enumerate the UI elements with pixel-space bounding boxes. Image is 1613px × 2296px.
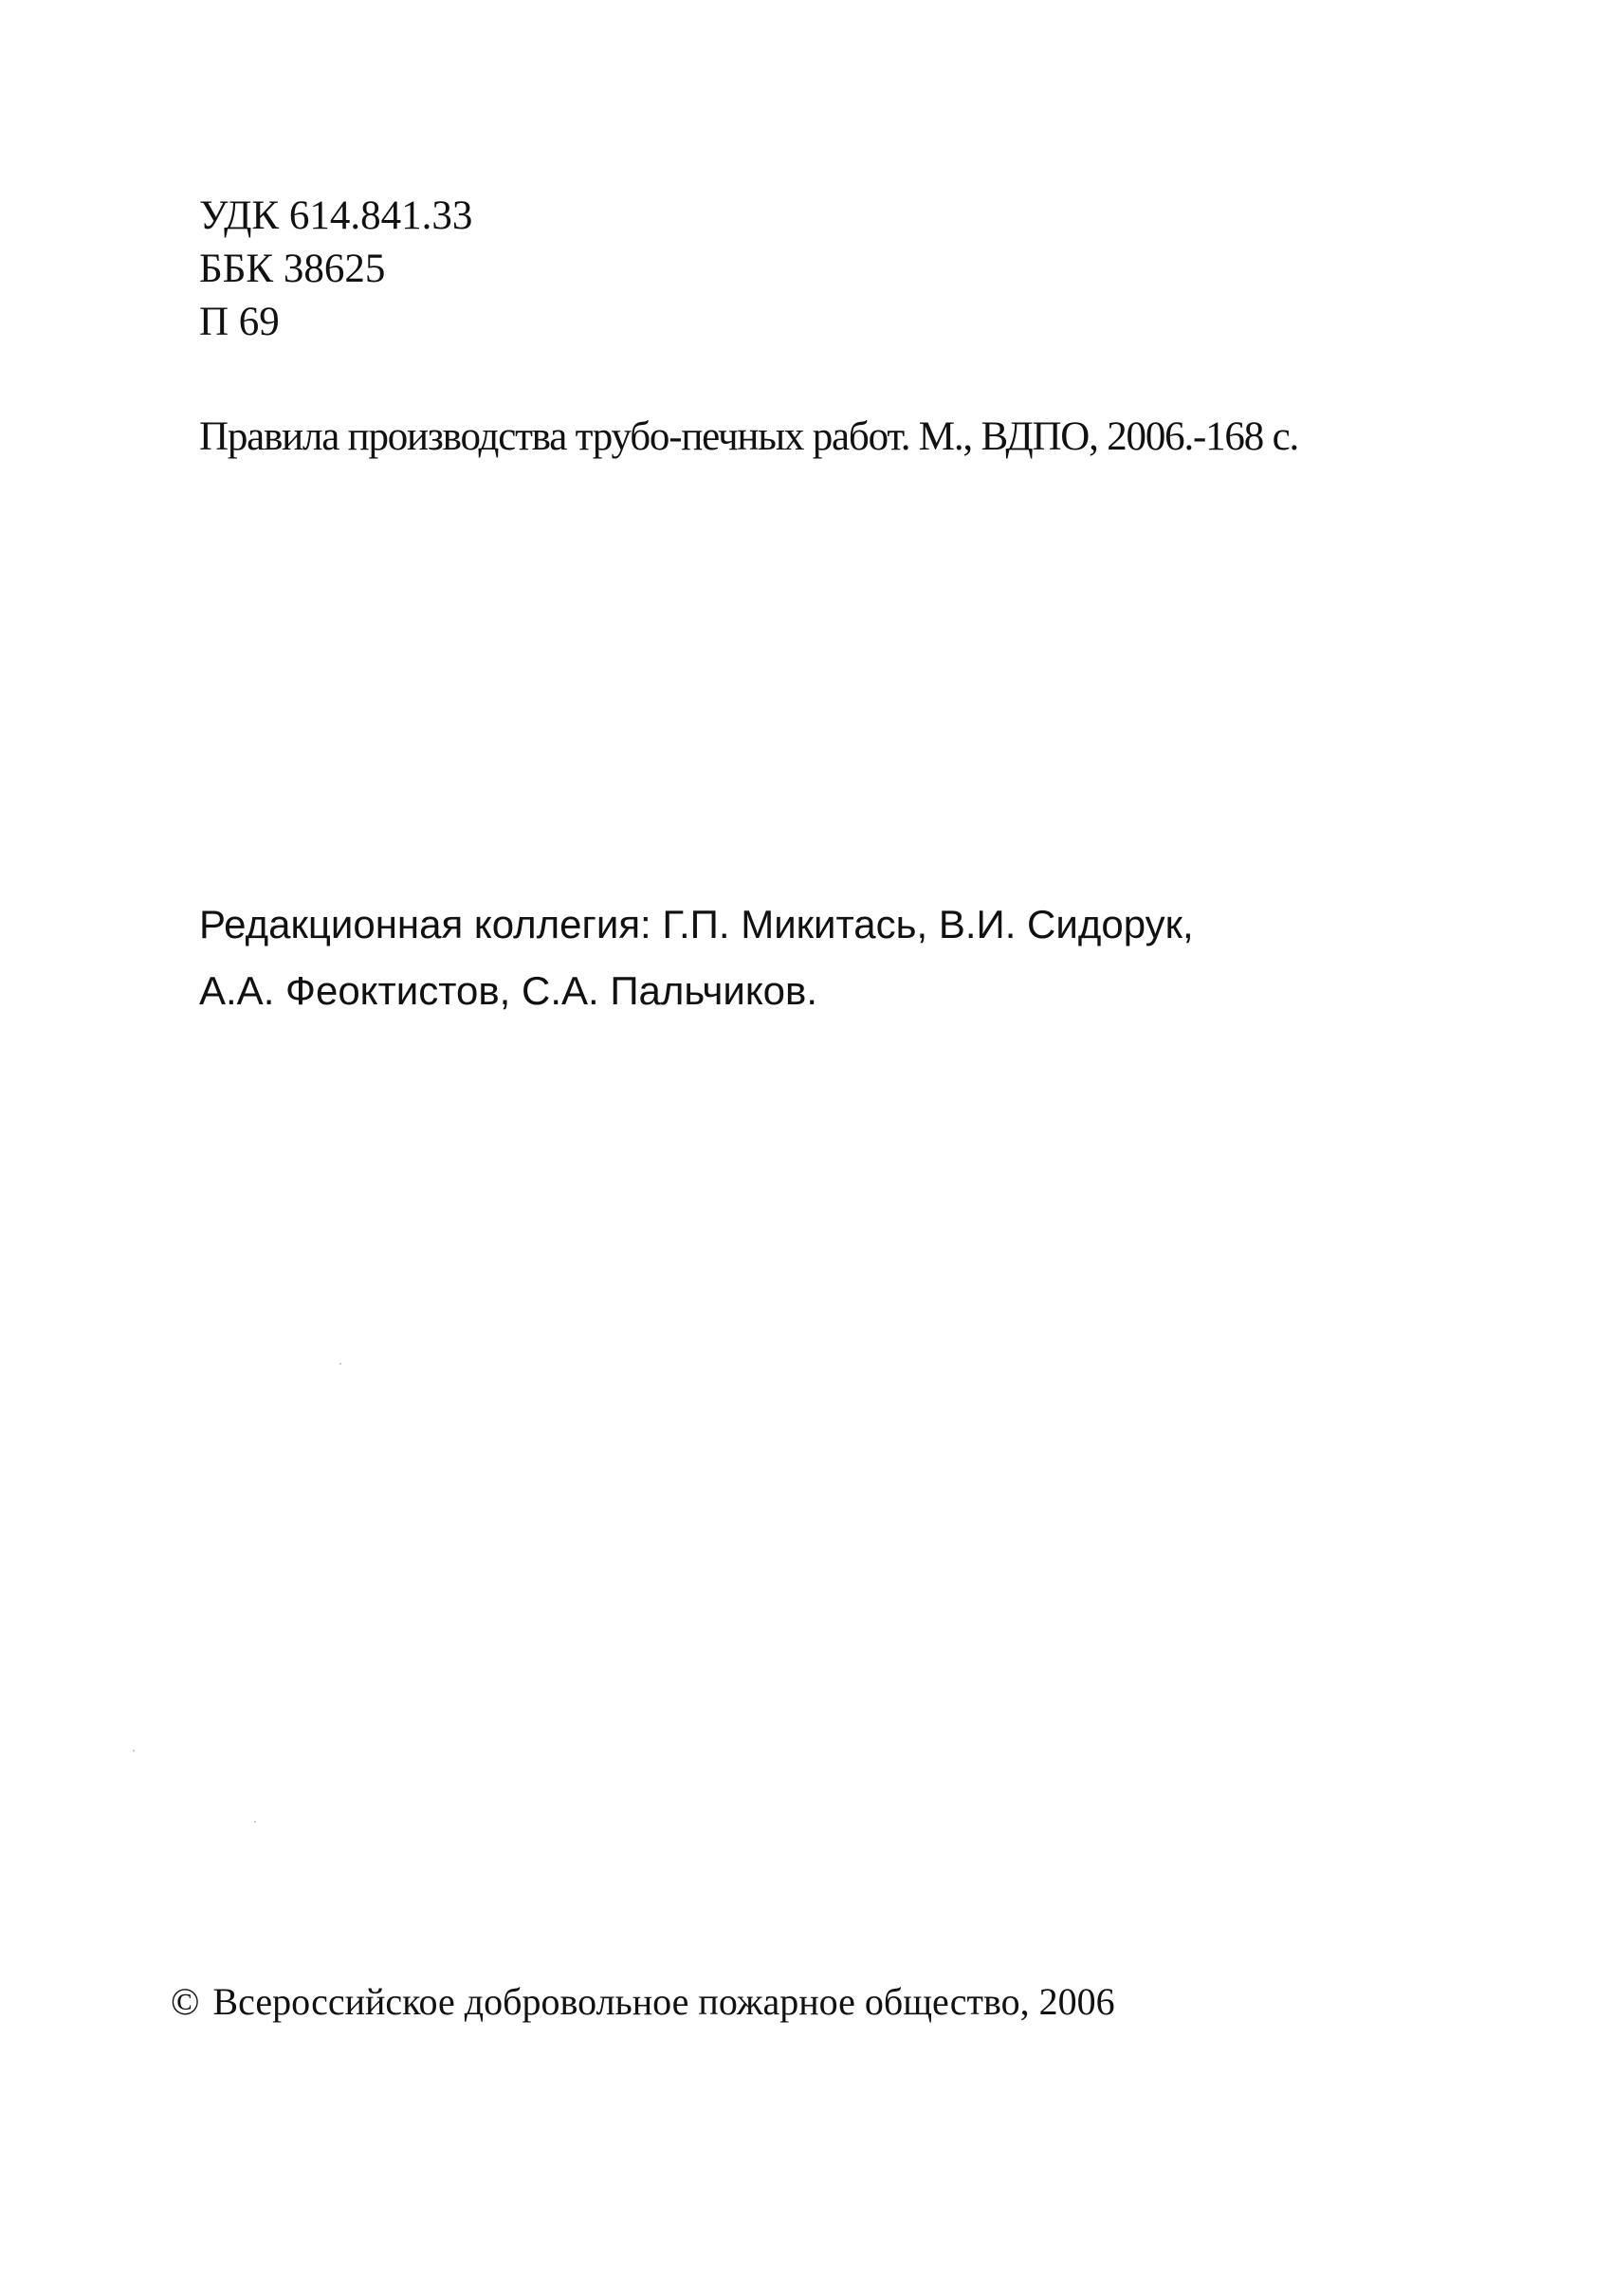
- copyright-notice: [171, 1975, 1115, 2029]
- scan-speck: [133, 1750, 135, 1752]
- editorial-board: [199, 891, 1194, 1024]
- editorial-board-line-2: А.А. Феоктистов, С.А. Пальчиков.: [199, 968, 818, 1013]
- scan-speck: [339, 1363, 341, 1365]
- udk-code: УДК 614.841.33: [199, 193, 473, 238]
- author-mark: П 69: [199, 300, 280, 344]
- bibliographic-record: Правила производства трубо-печных работ. М., ВДПО, 2006.-168 с.: [199, 414, 1299, 459]
- copyright-text: Всероссийское добровольное пожарное общество, 2006: [212, 1980, 1115, 2023]
- bbk-code: ББК 38625: [199, 247, 386, 291]
- scan-speck: [254, 1821, 256, 1823]
- editorial-board-line-1: Редакционная коллегия: Г.П. Микитась, В.И. Сидорук,: [199, 902, 1194, 946]
- classification-codes: [199, 190, 472, 349]
- copyright-icon: ©: [171, 1980, 200, 2023]
